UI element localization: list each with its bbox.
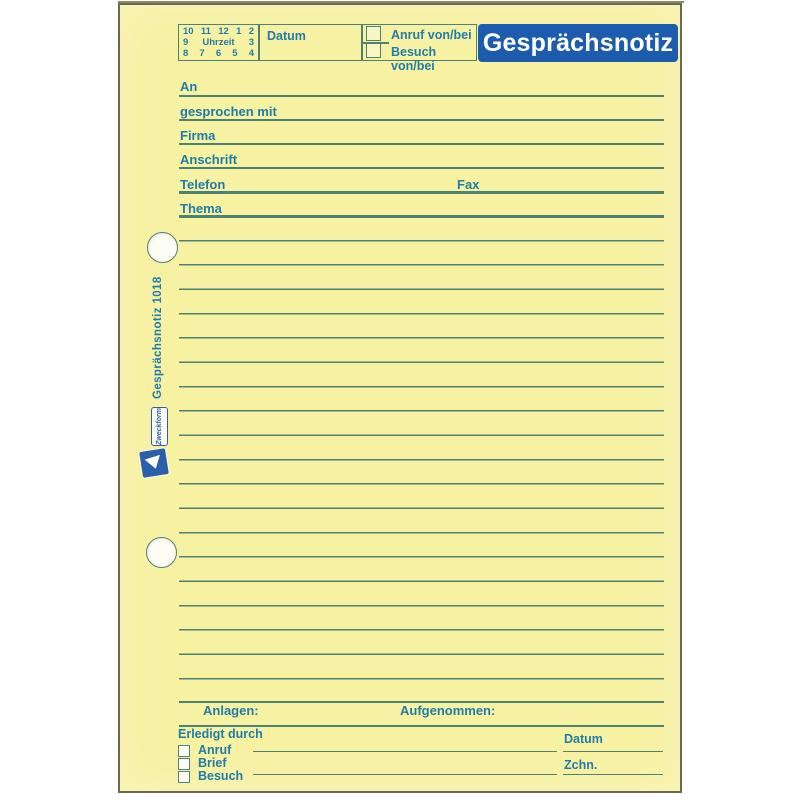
footer-datum-line — [563, 751, 663, 753]
besuch-von-bei-checkbox[interactable] — [366, 43, 381, 58]
uhrzeit-label: Uhrzeit — [202, 36, 235, 48]
clock-number: 7 — [199, 47, 205, 59]
anlagen-label: Anlagen: — [203, 703, 259, 718]
header-info-table — [178, 24, 477, 73]
footer-zchn-line — [563, 774, 663, 776]
erledigt-answer-line-1 — [253, 751, 557, 753]
footer-zchn-label: Zchn. — [564, 758, 598, 772]
punch-hole-bottom — [146, 537, 177, 568]
field-line-telefon-fax — [179, 191, 664, 194]
field-label-an: An — [180, 79, 198, 94]
erledigt-answer-line-2 — [253, 774, 557, 776]
checkbox-row-divider — [361, 42, 389, 44]
clock-number: 3 — [248, 36, 254, 48]
clock-row-3 — [183, 49, 254, 59]
clock-number: 10 — [183, 25, 194, 37]
notes-ruled-area — [179, 217, 664, 681]
field-label-fax: Fax — [457, 176, 480, 192]
field-line-anschrift — [179, 167, 664, 169]
clock-row-2 — [183, 38, 254, 48]
field-line-an — [179, 95, 664, 97]
clock-row-1 — [183, 27, 254, 37]
besuch-von-bei-label: Besuch von/bei — [391, 45, 437, 73]
field-label-firma: Firma — [180, 128, 216, 143]
vertical-product-label: Gesprächsnotiz 1018 — [152, 276, 164, 399]
option-brief-checkbox[interactable] — [178, 758, 190, 770]
field-label-anschrift: Anschrift — [180, 152, 238, 167]
option-anruf-checkbox[interactable] — [178, 745, 190, 757]
clock-number: 12 — [218, 25, 229, 37]
field-label-thema: Thema — [180, 200, 222, 216]
field-label-gesprochen-mit: gesprochen mit — [180, 103, 277, 119]
zweckform-logo — [139, 448, 169, 478]
table-divider — [258, 25, 260, 60]
clock-number: 11 — [200, 25, 211, 37]
zweckform-badge — [151, 407, 168, 446]
zweckform-badge-label: Zweckform — [156, 408, 163, 445]
field-line-firma — [179, 143, 664, 145]
option-besuch-checkbox[interactable] — [178, 771, 190, 783]
field-line-gesprochen-mit — [179, 119, 664, 121]
clock-number: 8 — [183, 47, 189, 59]
clock-number: 4 — [248, 47, 254, 59]
footer-datum-label: Datum — [564, 732, 603, 746]
datum-label: Datum — [267, 29, 306, 43]
anruf-von-bei-checkbox[interactable] — [366, 26, 381, 41]
form-title-banner — [478, 24, 678, 62]
erledigt-durch-label: Erledigt durch — [178, 727, 263, 741]
clock-number: 1 — [236, 25, 242, 37]
aufgenommen-label: Aufgenommen: — [400, 703, 496, 718]
field-label-telefon: Telefon — [180, 176, 226, 192]
clock-box — [179, 25, 258, 60]
option-brief-label: Brief — [198, 756, 227, 770]
clock-number: 6 — [215, 47, 222, 59]
anruf-von-bei-label: Anruf von/bei — [391, 28, 472, 42]
clock-number: 2 — [248, 25, 254, 37]
clock-number: 9 — [183, 36, 189, 48]
option-anruf-label: Anruf — [198, 743, 232, 757]
form-title: Gesprächsnotiz — [482, 28, 674, 57]
punch-hole-top — [147, 232, 178, 263]
option-besuch-label: Besuch — [198, 769, 244, 783]
clock-number: 5 — [232, 47, 238, 59]
triangle-icon — [145, 455, 164, 471]
